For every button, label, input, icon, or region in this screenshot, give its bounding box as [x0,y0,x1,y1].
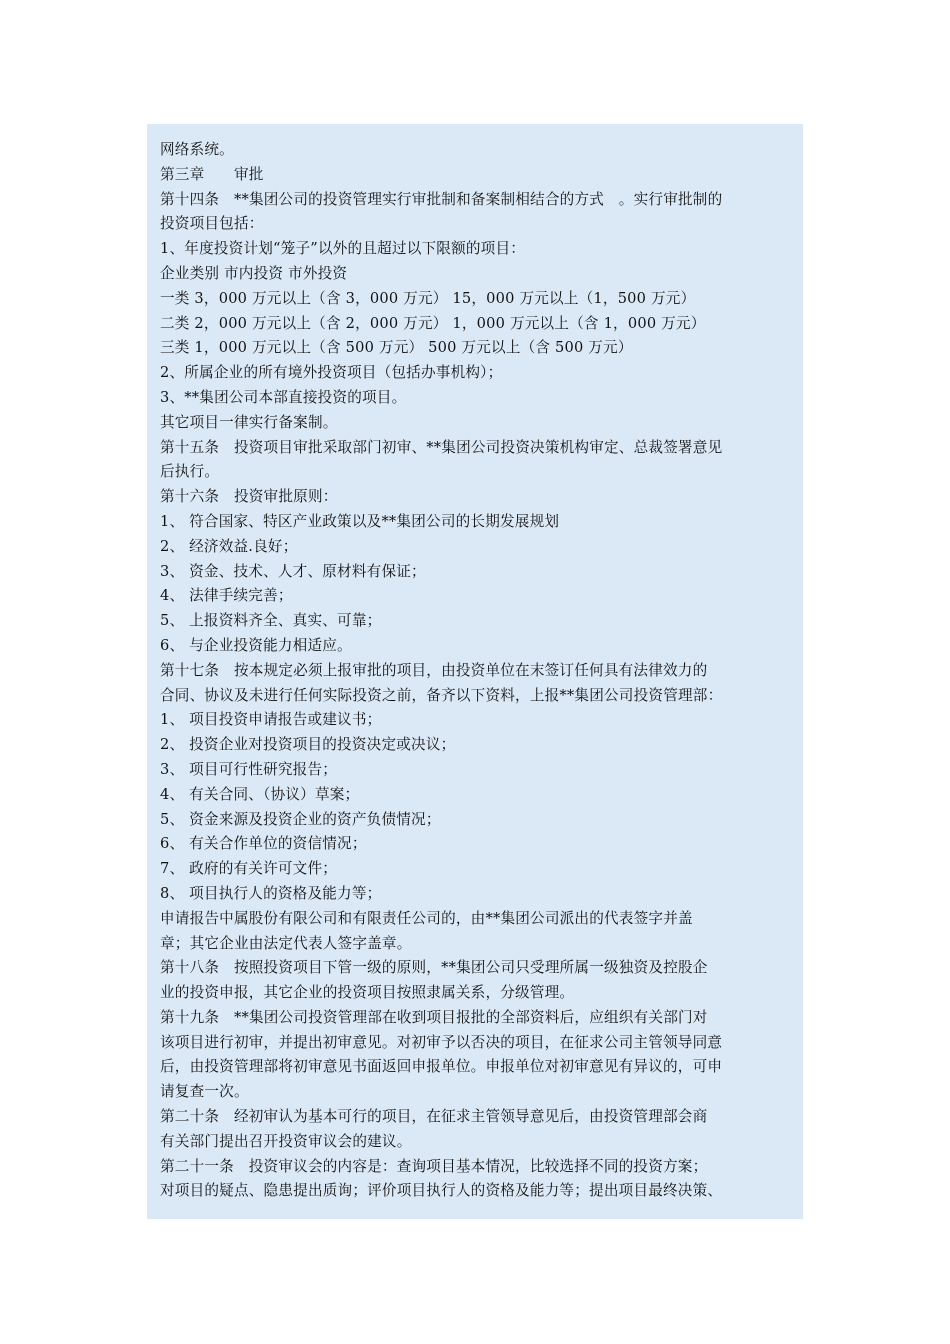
document-line: 企业类别 市内投资 市外投资 [160,264,348,282]
document-line: 后执行。 [160,463,220,481]
document-line: 第二十一条 投资审议会的内容是：查询项目基本情况，比较选择不同的投资方案； [160,1157,708,1175]
document-line: 6、 有关合作单位的资信情况； [160,835,367,853]
document-line: 有关部门提出召开投资审议会的建议。 [160,1132,412,1150]
document-line: 5、 上报资料齐全、真实、可靠； [160,612,382,630]
document-line: 第二十条 经初审认为基本可行的项目，在征求主管领导意见后，由投资管理部会商 [160,1108,708,1126]
document-line: 第十六条 投资审批原则： [160,488,338,506]
document-line: 第十八条 按照投资项目下管一级的原则，**集团公司只受理所属一级独资及控股企 [160,959,708,977]
document-line: 申请报告中属股份有限公司和有限责任公司的，由**集团公司派出的代表签字并盖 [160,909,693,927]
document-line: 3、 项目可行性研究报告； [160,760,338,778]
document-line: 一类 3，000 万元以上（含 3，000 万元） 15，000 万元以上（1，500 万元） [160,289,696,307]
document-line: 请复查一次。 [160,1083,249,1101]
document-line: 6、 与企业投资能力相适应。 [160,636,352,654]
document-line: 投资项目包括： [160,215,264,233]
document-line: 2、所属企业的所有境外投资项目（包括办事机构）； [160,364,503,382]
document-text-block [147,124,803,1219]
document-line: 第十九条 **集团公司投资管理部在收到项目报批的全部资料后，应组织有关部门对 [160,1008,708,1026]
document-line: 4、 有关合同、（协议）草案； [160,785,360,803]
document-line: 3、 资金、技术、人才、原材料有保证； [160,562,426,580]
document-line: 2、 经济效益.良好； [160,537,298,555]
document-line: 该项目进行初审，并提出初审意见。对初审予以否决的项目，在征求公司主管领导同意 [160,1033,723,1051]
document-line: 业的投资申报，其它企业的投资项目按照隶属关系，分级管理。 [160,984,575,1002]
document-line: 1、 符合国家、特区产业政策以及**集团公司的长期发展规划 [160,512,560,530]
document-line: 4、 法律手续完善； [160,587,293,605]
document-line: 1、年度投资计划“笼子”以外的且超过以下限额的项目： [160,240,526,258]
document-line: 第十七条 按本规定必须上报审批的项目，由投资单位在末签订任何具有法律效力的 [160,661,708,679]
document-line: 5、 资金来源及投资企业的资产负债情况； [160,810,441,828]
document-line: 其它项目一律实行备案制。 [160,413,338,431]
document-line: 第十五条 投资项目审批采取部门初审、**集团公司投资决策机构审定、总裁签署意见 [160,438,723,456]
document-line: 网络系统。 [160,141,234,158]
document-line: 8、 项目执行人的资格及能力等； [160,884,382,902]
document-line: 1、 项目投资申请报告或建议书； [160,711,382,729]
document-line: 后，由投资管理部将初审意见书面返回申报单位。申报单位对初审意见有异议的，可申 [160,1058,723,1076]
document-line: 对项目的疑点、隐患提出质询；评价项目执行人的资格及能力等；提出项目最终决策、 [160,1182,723,1200]
document-line: 合同、协议及未进行任何实际投资之前，备齐以下资料，上报**集团公司投资管理部： [160,686,723,704]
document-line: 章；其它企业由法定代表人签字盖章。 [160,934,412,952]
document-line: 二类 2，000 万元以上（含 2，000 万元） 1，000 万元以上（含 1，000 万元） [160,314,706,332]
document-line: 第十四条 **集团公司的投资管理实行审批制和备案制相结合的方式 。实行审批制的 [160,190,723,208]
document-line: 7、 政府的有关许可文件； [160,860,338,878]
document-line: 第三章 审批 [160,165,264,183]
document-line: 3、**集团公司本部直接投资的项目。 [160,388,407,406]
document-line: 2、 投资企业对投资项目的投资决定或决议； [160,736,456,754]
document-line: 三类 1，000 万元以上（含 500 万元） 500 万元以上（含 500 万元） [160,339,633,357]
